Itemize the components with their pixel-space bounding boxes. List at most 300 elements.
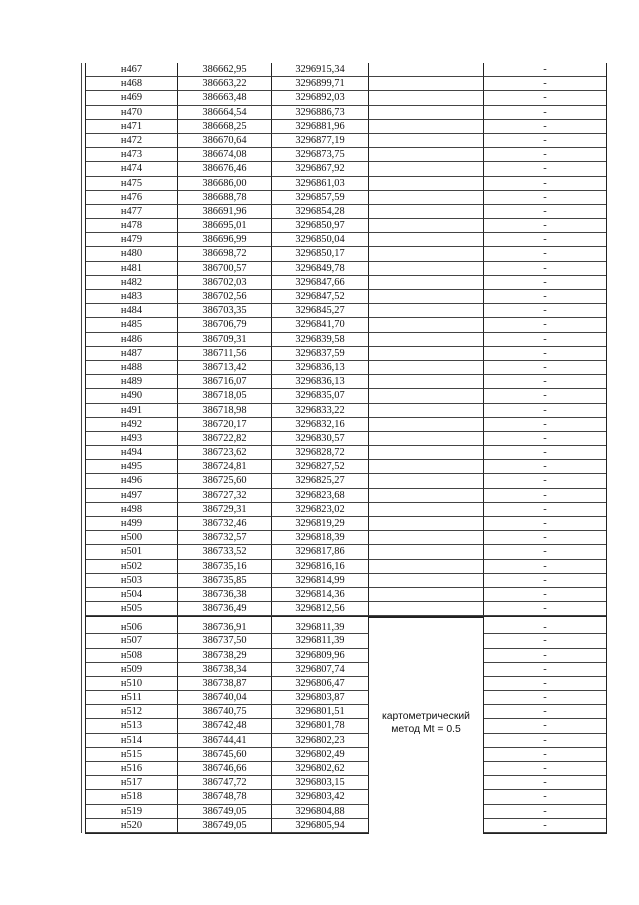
- table-row: [86, 106, 606, 120]
- note-cell: -: [484, 404, 606, 418]
- method-cell: [369, 120, 484, 134]
- x-coordinate-cell: 386749,05: [178, 819, 272, 833]
- y-coordinate-cell: 3296807,74: [272, 663, 369, 677]
- point-id-cell: н478: [86, 219, 178, 233]
- y-coordinate-cell: 3296804,88: [272, 805, 369, 819]
- y-coordinate-cell: 3296850,97: [272, 219, 369, 233]
- x-coordinate-cell: 386722,82: [178, 432, 272, 446]
- point-id-cell: н498: [86, 503, 178, 517]
- method-cell: [369, 375, 484, 389]
- note-cell: -: [484, 574, 606, 588]
- point-id-cell: н474: [86, 162, 178, 176]
- y-coordinate-cell: 3296847,52: [272, 290, 369, 304]
- x-coordinate-cell: 386723,62: [178, 446, 272, 460]
- point-id-cell: н493: [86, 432, 178, 446]
- y-coordinate-cell: 3296811,39: [272, 634, 369, 648]
- point-id-cell: н487: [86, 347, 178, 361]
- method-cell: [369, 333, 484, 347]
- method-label-line2: метод Mt = 0.5: [391, 723, 461, 735]
- point-id-cell: н499: [86, 517, 178, 531]
- x-coordinate-cell: 386696,99: [178, 233, 272, 247]
- table-row: [86, 347, 606, 361]
- y-coordinate-cell: 3296830,57: [272, 432, 369, 446]
- table-row: [86, 790, 606, 804]
- y-coordinate-cell: 3296818,39: [272, 531, 369, 545]
- x-coordinate-cell: 386674,08: [178, 148, 272, 162]
- y-coordinate-cell: 3296836,13: [272, 375, 369, 389]
- y-coordinate-cell: 3296801,51: [272, 705, 369, 719]
- y-coordinate-cell: 3296861,03: [272, 177, 369, 191]
- y-coordinate-cell: 3296892,03: [272, 91, 369, 105]
- method-cell: [369, 134, 484, 148]
- note-cell: -: [484, 705, 606, 719]
- point-id-cell: н485: [86, 318, 178, 332]
- note-cell: -: [484, 776, 606, 790]
- x-coordinate-cell: 386740,75: [178, 705, 272, 719]
- table-row: [86, 748, 606, 762]
- note-cell: -: [484, 489, 606, 503]
- note-cell: -: [484, 545, 606, 559]
- x-coordinate-cell: 386733,52: [178, 545, 272, 559]
- table-row: [86, 560, 606, 574]
- x-coordinate-cell: 386664,54: [178, 106, 272, 120]
- x-coordinate-cell: 386748,78: [178, 790, 272, 804]
- y-coordinate-cell: 3296816,16: [272, 560, 369, 574]
- point-id-cell: н476: [86, 191, 178, 205]
- y-coordinate-cell: 3296809,96: [272, 649, 369, 663]
- point-id-cell: н494: [86, 446, 178, 460]
- y-coordinate-cell: 3296817,86: [272, 545, 369, 559]
- note-cell: -: [484, 106, 606, 120]
- point-id-cell: н467: [86, 63, 178, 77]
- x-coordinate-cell: 386709,31: [178, 333, 272, 347]
- table-row: [86, 719, 606, 733]
- x-coordinate-cell: 386729,31: [178, 503, 272, 517]
- point-id-cell: н496: [86, 474, 178, 488]
- x-coordinate-cell: 386676,46: [178, 162, 272, 176]
- x-coordinate-cell: 386738,87: [178, 677, 272, 691]
- table-row: [86, 517, 606, 531]
- table-row: [86, 474, 606, 488]
- table-row: [86, 404, 606, 418]
- method-cell: [369, 347, 484, 361]
- y-coordinate-cell: 3296833,22: [272, 404, 369, 418]
- x-coordinate-cell: 386702,56: [178, 290, 272, 304]
- table-row: [86, 276, 606, 290]
- point-id-cell: н509: [86, 663, 178, 677]
- y-coordinate-cell: 3296915,34: [272, 63, 369, 77]
- table-row: [86, 460, 606, 474]
- point-id-cell: н501: [86, 545, 178, 559]
- method-cell: [369, 77, 484, 91]
- point-id-cell: н504: [86, 588, 178, 602]
- point-id-cell: н484: [86, 304, 178, 318]
- point-id-cell: н473: [86, 148, 178, 162]
- y-coordinate-cell: 3296841,70: [272, 318, 369, 332]
- x-coordinate-cell: 386716,07: [178, 375, 272, 389]
- method-cell: [369, 191, 484, 205]
- table-row: [86, 531, 606, 545]
- note-cell: -: [484, 63, 606, 77]
- y-coordinate-cell: 3296847,66: [272, 276, 369, 290]
- method-cell: [369, 474, 484, 488]
- y-coordinate-cell: 3296812,56: [272, 602, 369, 616]
- point-id-cell: н500: [86, 531, 178, 545]
- table-row: [86, 191, 606, 205]
- note-cell: -: [484, 517, 606, 531]
- x-coordinate-cell: 386706,79: [178, 318, 272, 332]
- x-coordinate-cell: 386747,72: [178, 776, 272, 790]
- x-coordinate-cell: 386711,56: [178, 347, 272, 361]
- y-coordinate-cell: 3296811,39: [272, 616, 369, 634]
- table-row: [86, 134, 606, 148]
- point-id-cell: н503: [86, 574, 178, 588]
- x-coordinate-cell: 386702,03: [178, 276, 272, 290]
- x-coordinate-cell: 386720,17: [178, 418, 272, 432]
- method-cell: [369, 304, 484, 318]
- y-coordinate-cell: 3296899,71: [272, 77, 369, 91]
- note-cell: -: [484, 162, 606, 176]
- x-coordinate-cell: 386695,01: [178, 219, 272, 233]
- x-coordinate-cell: 386727,32: [178, 489, 272, 503]
- table-row: [86, 418, 606, 432]
- y-coordinate-cell: 3296873,75: [272, 148, 369, 162]
- table-row: [86, 446, 606, 460]
- y-coordinate-cell: 3296854,28: [272, 205, 369, 219]
- table-row: [86, 120, 606, 134]
- table-row: [86, 432, 606, 446]
- method-cell: [369, 262, 484, 276]
- point-id-cell: н505: [86, 602, 178, 616]
- coordinates-table: [85, 63, 607, 834]
- table-row: [86, 63, 606, 77]
- note-cell: -: [484, 233, 606, 247]
- x-coordinate-cell: 386662,95: [178, 63, 272, 77]
- x-coordinate-cell: 386735,16: [178, 560, 272, 574]
- x-coordinate-cell: 386691,96: [178, 205, 272, 219]
- x-coordinate-cell: 386749,05: [178, 805, 272, 819]
- point-id-cell: н507: [86, 634, 178, 648]
- y-coordinate-cell: 3296806,47: [272, 677, 369, 691]
- note-cell: -: [484, 191, 606, 205]
- point-id-cell: н477: [86, 205, 178, 219]
- y-coordinate-cell: 3296835,07: [272, 389, 369, 403]
- method-cell: [369, 247, 484, 261]
- point-id-cell: н469: [86, 91, 178, 105]
- note-cell: -: [484, 290, 606, 304]
- table-row: [86, 805, 606, 819]
- note-cell: -: [484, 389, 606, 403]
- note-cell: -: [484, 375, 606, 389]
- y-coordinate-cell: 3296803,42: [272, 790, 369, 804]
- x-coordinate-cell: 386725,60: [178, 474, 272, 488]
- note-cell: -: [484, 805, 606, 819]
- method-cell: [369, 162, 484, 176]
- method-cell: [369, 432, 484, 446]
- point-id-cell: н491: [86, 404, 178, 418]
- y-coordinate-cell: 3296805,94: [272, 819, 369, 833]
- method-cell: [369, 574, 484, 588]
- method-cell: [369, 63, 484, 77]
- note-cell: -: [484, 318, 606, 332]
- method-cell: [369, 233, 484, 247]
- method-cell: [369, 219, 484, 233]
- table-row: [86, 545, 606, 559]
- table-row: [86, 634, 606, 648]
- method-cell: [369, 517, 484, 531]
- note-cell: -: [484, 432, 606, 446]
- x-coordinate-cell: 386738,34: [178, 663, 272, 677]
- y-coordinate-cell: 3296832,16: [272, 418, 369, 432]
- x-coordinate-cell: 386745,60: [178, 748, 272, 762]
- x-coordinate-cell: 386718,05: [178, 389, 272, 403]
- note-cell: -: [484, 134, 606, 148]
- x-coordinate-cell: 386700,57: [178, 262, 272, 276]
- table-row: [86, 819, 606, 833]
- method-cell: [369, 148, 484, 162]
- note-cell: -: [484, 719, 606, 733]
- table-row: [86, 649, 606, 663]
- note-cell: -: [484, 91, 606, 105]
- table-row: [86, 148, 606, 162]
- table-row: [86, 389, 606, 403]
- x-coordinate-cell: 386670,64: [178, 134, 272, 148]
- note-cell: -: [484, 602, 606, 616]
- note-cell: -: [484, 474, 606, 488]
- point-id-cell: н495: [86, 460, 178, 474]
- table-row: [86, 776, 606, 790]
- method-cell: [369, 602, 484, 616]
- note-cell: -: [484, 276, 606, 290]
- y-coordinate-cell: 3296803,87: [272, 691, 369, 705]
- point-id-cell: н508: [86, 649, 178, 663]
- note-cell: -: [484, 762, 606, 776]
- method-merged-cell: [369, 617, 484, 834]
- x-coordinate-cell: 386746,66: [178, 762, 272, 776]
- note-cell: -: [484, 120, 606, 134]
- x-coordinate-cell: 386663,22: [178, 77, 272, 91]
- point-id-cell: н520: [86, 819, 178, 833]
- point-id-cell: н480: [86, 247, 178, 261]
- y-coordinate-cell: 3296857,59: [272, 191, 369, 205]
- x-coordinate-cell: 386744,41: [178, 734, 272, 748]
- method-cell: [369, 460, 484, 474]
- point-id-cell: н517: [86, 776, 178, 790]
- x-coordinate-cell: 386737,50: [178, 634, 272, 648]
- table-row: [86, 602, 606, 616]
- method-cell: [369, 318, 484, 332]
- method-cell: [369, 588, 484, 602]
- method-label-line1: картометрический: [382, 710, 470, 722]
- method-cell: [369, 446, 484, 460]
- method-cell: [369, 418, 484, 432]
- x-coordinate-cell: 386732,57: [178, 531, 272, 545]
- point-id-cell: н519: [86, 805, 178, 819]
- method-cell: [369, 389, 484, 403]
- method-cell: [369, 361, 484, 375]
- note-cell: -: [484, 333, 606, 347]
- note-cell: -: [484, 649, 606, 663]
- table-row: [86, 304, 606, 318]
- table-row: [86, 247, 606, 261]
- method-label: [369, 710, 483, 736]
- table-row: [86, 162, 606, 176]
- point-id-cell: н514: [86, 734, 178, 748]
- note-cell: -: [484, 77, 606, 91]
- note-cell: -: [484, 418, 606, 432]
- x-coordinate-cell: 386668,25: [178, 120, 272, 134]
- note-cell: -: [484, 304, 606, 318]
- point-id-cell: н483: [86, 290, 178, 304]
- table-row: [86, 489, 606, 503]
- table-row: [86, 219, 606, 233]
- point-id-cell: н502: [86, 560, 178, 574]
- table-row: [86, 290, 606, 304]
- x-coordinate-cell: 386724,81: [178, 460, 272, 474]
- x-coordinate-cell: 386713,42: [178, 361, 272, 375]
- x-coordinate-cell: 386688,78: [178, 191, 272, 205]
- point-id-cell: н488: [86, 361, 178, 375]
- note-cell: -: [484, 616, 606, 634]
- x-coordinate-cell: 386686,00: [178, 177, 272, 191]
- y-coordinate-cell: 3296823,68: [272, 489, 369, 503]
- y-coordinate-cell: 3296839,58: [272, 333, 369, 347]
- y-coordinate-cell: 3296803,15: [272, 776, 369, 790]
- note-cell: -: [484, 531, 606, 545]
- point-id-cell: н497: [86, 489, 178, 503]
- point-id-cell: н506: [86, 616, 178, 634]
- point-id-cell: н515: [86, 748, 178, 762]
- y-coordinate-cell: 3296801,78: [272, 719, 369, 733]
- x-coordinate-cell: 386738,29: [178, 649, 272, 663]
- note-cell: -: [484, 691, 606, 705]
- y-coordinate-cell: 3296877,19: [272, 134, 369, 148]
- point-id-cell: н481: [86, 262, 178, 276]
- table-row: [86, 375, 606, 389]
- table-row: [86, 677, 606, 691]
- method-cell: [369, 404, 484, 418]
- method-cell: [369, 276, 484, 290]
- table-row: [86, 91, 606, 105]
- note-cell: -: [484, 663, 606, 677]
- y-coordinate-cell: 3296881,96: [272, 120, 369, 134]
- point-id-cell: н512: [86, 705, 178, 719]
- x-coordinate-cell: 386732,46: [178, 517, 272, 531]
- point-id-cell: н490: [86, 389, 178, 403]
- method-cell: [369, 177, 484, 191]
- y-coordinate-cell: 3296828,72: [272, 446, 369, 460]
- note-cell: -: [484, 588, 606, 602]
- note-cell: -: [484, 148, 606, 162]
- method-cell: [369, 531, 484, 545]
- note-cell: -: [484, 734, 606, 748]
- y-coordinate-cell: 3296837,59: [272, 347, 369, 361]
- point-id-cell: н511: [86, 691, 178, 705]
- table-row: [86, 762, 606, 776]
- point-id-cell: н482: [86, 276, 178, 290]
- table-row: [86, 616, 606, 634]
- y-coordinate-cell: 3296850,04: [272, 233, 369, 247]
- table-row: [86, 233, 606, 247]
- point-id-cell: н470: [86, 106, 178, 120]
- note-cell: -: [484, 262, 606, 276]
- table-row: [86, 691, 606, 705]
- table-row: [86, 705, 606, 719]
- table-row: [86, 318, 606, 332]
- table-row: [86, 177, 606, 191]
- x-coordinate-cell: 386736,49: [178, 602, 272, 616]
- point-id-cell: н516: [86, 762, 178, 776]
- note-cell: -: [484, 177, 606, 191]
- point-id-cell: н492: [86, 418, 178, 432]
- y-coordinate-cell: 3296867,92: [272, 162, 369, 176]
- x-coordinate-cell: 386703,35: [178, 304, 272, 318]
- y-coordinate-cell: 3296814,36: [272, 588, 369, 602]
- y-coordinate-cell: 3296802,49: [272, 748, 369, 762]
- table-row: [86, 333, 606, 347]
- method-cell: [369, 560, 484, 574]
- table-row: [86, 205, 606, 219]
- method-cell: [369, 290, 484, 304]
- note-cell: -: [484, 361, 606, 375]
- table-row: [86, 503, 606, 517]
- x-coordinate-cell: 386718,98: [178, 404, 272, 418]
- point-id-cell: н518: [86, 790, 178, 804]
- x-coordinate-cell: 386735,85: [178, 574, 272, 588]
- y-coordinate-cell: 3296802,62: [272, 762, 369, 776]
- y-coordinate-cell: 3296802,23: [272, 734, 369, 748]
- note-cell: -: [484, 446, 606, 460]
- note-cell: -: [484, 205, 606, 219]
- point-id-cell: н479: [86, 233, 178, 247]
- y-coordinate-cell: 3296849,78: [272, 262, 369, 276]
- y-coordinate-cell: 3296825,27: [272, 474, 369, 488]
- y-coordinate-cell: 3296827,52: [272, 460, 369, 474]
- x-coordinate-cell: 386736,38: [178, 588, 272, 602]
- note-cell: -: [484, 790, 606, 804]
- point-id-cell: н489: [86, 375, 178, 389]
- point-id-cell: н486: [86, 333, 178, 347]
- table-row: [86, 663, 606, 677]
- y-coordinate-cell: 3296886,73: [272, 106, 369, 120]
- y-coordinate-cell: 3296823,02: [272, 503, 369, 517]
- note-cell: -: [484, 634, 606, 648]
- table-row: [86, 574, 606, 588]
- x-coordinate-cell: 386742,48: [178, 719, 272, 733]
- table-row: [86, 262, 606, 276]
- x-coordinate-cell: 386698,72: [178, 247, 272, 261]
- x-coordinate-cell: 386740,04: [178, 691, 272, 705]
- note-cell: -: [484, 247, 606, 261]
- method-cell: [369, 106, 484, 120]
- point-id-cell: н472: [86, 134, 178, 148]
- table-row: [86, 77, 606, 91]
- table-row: [86, 361, 606, 375]
- point-id-cell: н475: [86, 177, 178, 191]
- y-coordinate-cell: 3296814,99: [272, 574, 369, 588]
- point-id-cell: н513: [86, 719, 178, 733]
- note-cell: -: [484, 819, 606, 833]
- note-cell: -: [484, 347, 606, 361]
- y-coordinate-cell: 3296845,27: [272, 304, 369, 318]
- x-coordinate-cell: 386663,48: [178, 91, 272, 105]
- point-id-cell: н468: [86, 77, 178, 91]
- method-cell: [369, 489, 484, 503]
- method-cell: [369, 91, 484, 105]
- table-row: [86, 588, 606, 602]
- x-coordinate-cell: 386736,91: [178, 616, 272, 634]
- method-cell: [369, 205, 484, 219]
